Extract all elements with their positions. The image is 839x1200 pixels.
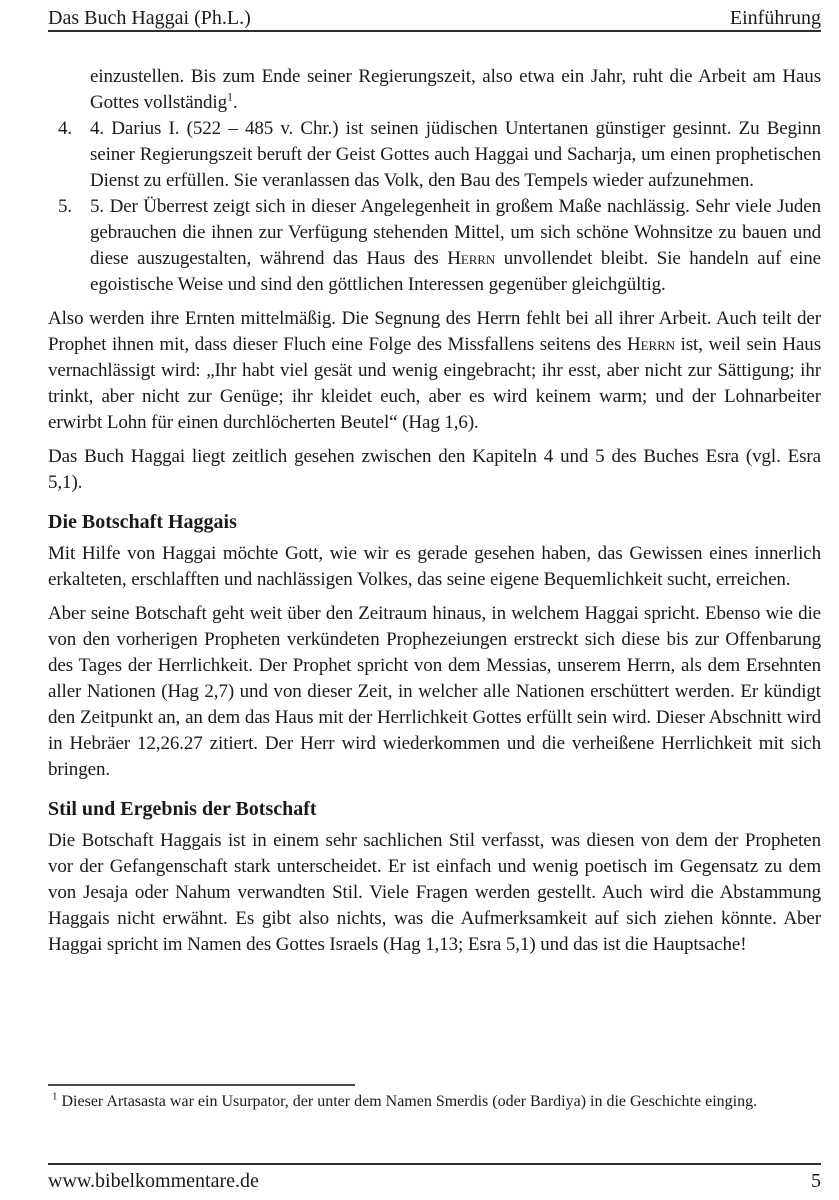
footnote-reference: 1 bbox=[227, 89, 233, 104]
header-book-title: Das Buch Haggai (Ph.L.) bbox=[48, 7, 251, 29]
list-marker: 5. bbox=[58, 196, 73, 217]
list-item-4 bbox=[48, 116, 821, 194]
paragraph-text: unvollendet bleibt. Sie handeln auf eine egoistische Weise und sind den göttlichen Interessen gegenüber gleichgültig. bbox=[90, 248, 821, 295]
footer-website-url: www.bibelkommentare.de bbox=[48, 1170, 259, 1192]
header-section-title: Einführung bbox=[729, 7, 821, 29]
page-header bbox=[48, 7, 821, 30]
page-number: 5 bbox=[811, 1170, 821, 1192]
main-text-column bbox=[48, 64, 821, 958]
footnote-1 bbox=[48, 1091, 821, 1112]
paragraph-ernten bbox=[48, 306, 821, 436]
paragraph-text: einzustellen. Bis zum Ende seiner Regierungszeit, also etwa ein Jahr, ruht die Arbeit am Haus Gottes vollständig bbox=[90, 66, 821, 113]
list-marker: 4. bbox=[58, 118, 73, 139]
divine-name-smallcaps: Herrn bbox=[627, 334, 675, 355]
page-footer bbox=[48, 1170, 821, 1193]
paragraph-text: 4. Darius I. (522 – 485 v. Chr.) ist seinen jüdischen Untertanen günstiger gesinnt. Zu Beginn seiner Regierungszeit beruft der Geist Gottes auch Haggai und Sacharja, um einen prophetischen Dienst zu erfüllen. Sie veranlassen das Volk, den Bau des Tempels wieder aufzunehmen. bbox=[90, 118, 821, 191]
section-heading-stil: Stil und Ergebnis der Botschaft bbox=[48, 798, 317, 820]
list-item-5 bbox=[48, 194, 821, 298]
divine-name-smallcaps: Herrn bbox=[447, 248, 496, 269]
footer-rule bbox=[48, 1163, 821, 1165]
paragraph-gewissen: Mit Hilfe von Haggai möchte Gott, wie wir es gerade gesehen haben, das Gewissen eines innerlich erkalteten, erschlafften und nachlässigen Volkes, das seine eigene Bequemlichkeit sucht, erreichen. bbox=[48, 543, 821, 590]
paragraph-text: 5. Der Überrest zeigt sich in dieser Angelegenheit in großem Maße nachlässig. Sehr viele Juden gebrauchen die ihnen zur Verfügung stehenden Mittel, um sich schöne Wohnsitze zu bauen und diese auszugestalten, während das Haus des bbox=[90, 196, 821, 269]
paragraph-zeitraum: Aber seine Botschaft geht weit über den Zeitraum hinaus, in welchem Haggai spricht. Ebenso wie die von den vorherigen Propheten verkündeten Prophezeiungen erstreckt sich diese bis zur Offenbarung des Tages der Herrlichkeit. Der Prophet spricht von dem Messias, unserem Herrn, als dem Ersehnten aller Nationen (Hag 2,7) und von dieser Zeit, in welcher alle Nationen erschüttert werden. Er kündigt den Zeitpunkt an, an dem das Haus mit der Herrlichkeit Gottes erfüllt sein wird. Dieser Abschnitt wird in Hebräer 12,26.27 zitiert. Der Herr wird wiederkommen und die verheißene Herrlichkeit mit sich bringen. bbox=[48, 603, 821, 780]
list-item-continuation bbox=[48, 64, 821, 116]
paragraph-stil: Die Botschaft Haggais ist in einem sehr sachlichen Stil verfasst, was diesen von dem der Propheten vor der Gefangenschaft stark unterscheidet. Er ist einfach und wenig poetisch im Gegensatz zu dem von Jesaja oder Nahum verwandten Stil. Viele Fragen werden gestellt. Auch wird die Abstammung Haggais nicht erwähnt. Es gibt also nichts, was die Aufmerksamkeit auf sich ziehen könnte. Aber Haggai spricht im Namen des Gottes Israels (Hag 1,13; Esra 5,1) und das ist die Hauptsache! bbox=[48, 830, 821, 955]
footnote-text: Dieser Artasasta war ein Usurpator, der unter dem Namen Smerdis (oder Bardiya) in die Geschichte einging. bbox=[57, 1093, 758, 1110]
paragraph-esra: Das Buch Haggai liegt zeitlich gesehen zwischen den Kapiteln 4 und 5 des Buches Esra (vgl. Esra 5,1). bbox=[48, 446, 821, 493]
paragraph-text: Also werden ihre Ernten mittelmäßig. Die Segnung des Herrn fehlt bei all ihrer Arbeit. Auch teilt der Prophet ihnen mit, dass dieser Fluch eine Folge des Missfallens seitens des bbox=[48, 308, 821, 355]
header-rule bbox=[48, 30, 821, 32]
footnote-block bbox=[48, 1084, 821, 1112]
section-heading-botschaft: Die Botschaft Haggais bbox=[48, 511, 237, 533]
footnote-marker: 1 bbox=[52, 1090, 58, 1103]
footnote-separator-rule bbox=[48, 1084, 355, 1086]
paragraph-text: ist, weil sein Haus vernachlässigt wird: „Ihr habt viel gesät und wenig eingebracht; ihr esst, aber nicht zur Sättigung; ihr trinkt, aber nicht zur Genüge; ihr kleidet euch, aber es wird keinem warm; und der Lohnarbeiter erwirbt Lohn für einen durchlöcherten Beutel“ (Hag 1,6). bbox=[48, 334, 821, 433]
paragraph-text: . bbox=[232, 92, 238, 113]
